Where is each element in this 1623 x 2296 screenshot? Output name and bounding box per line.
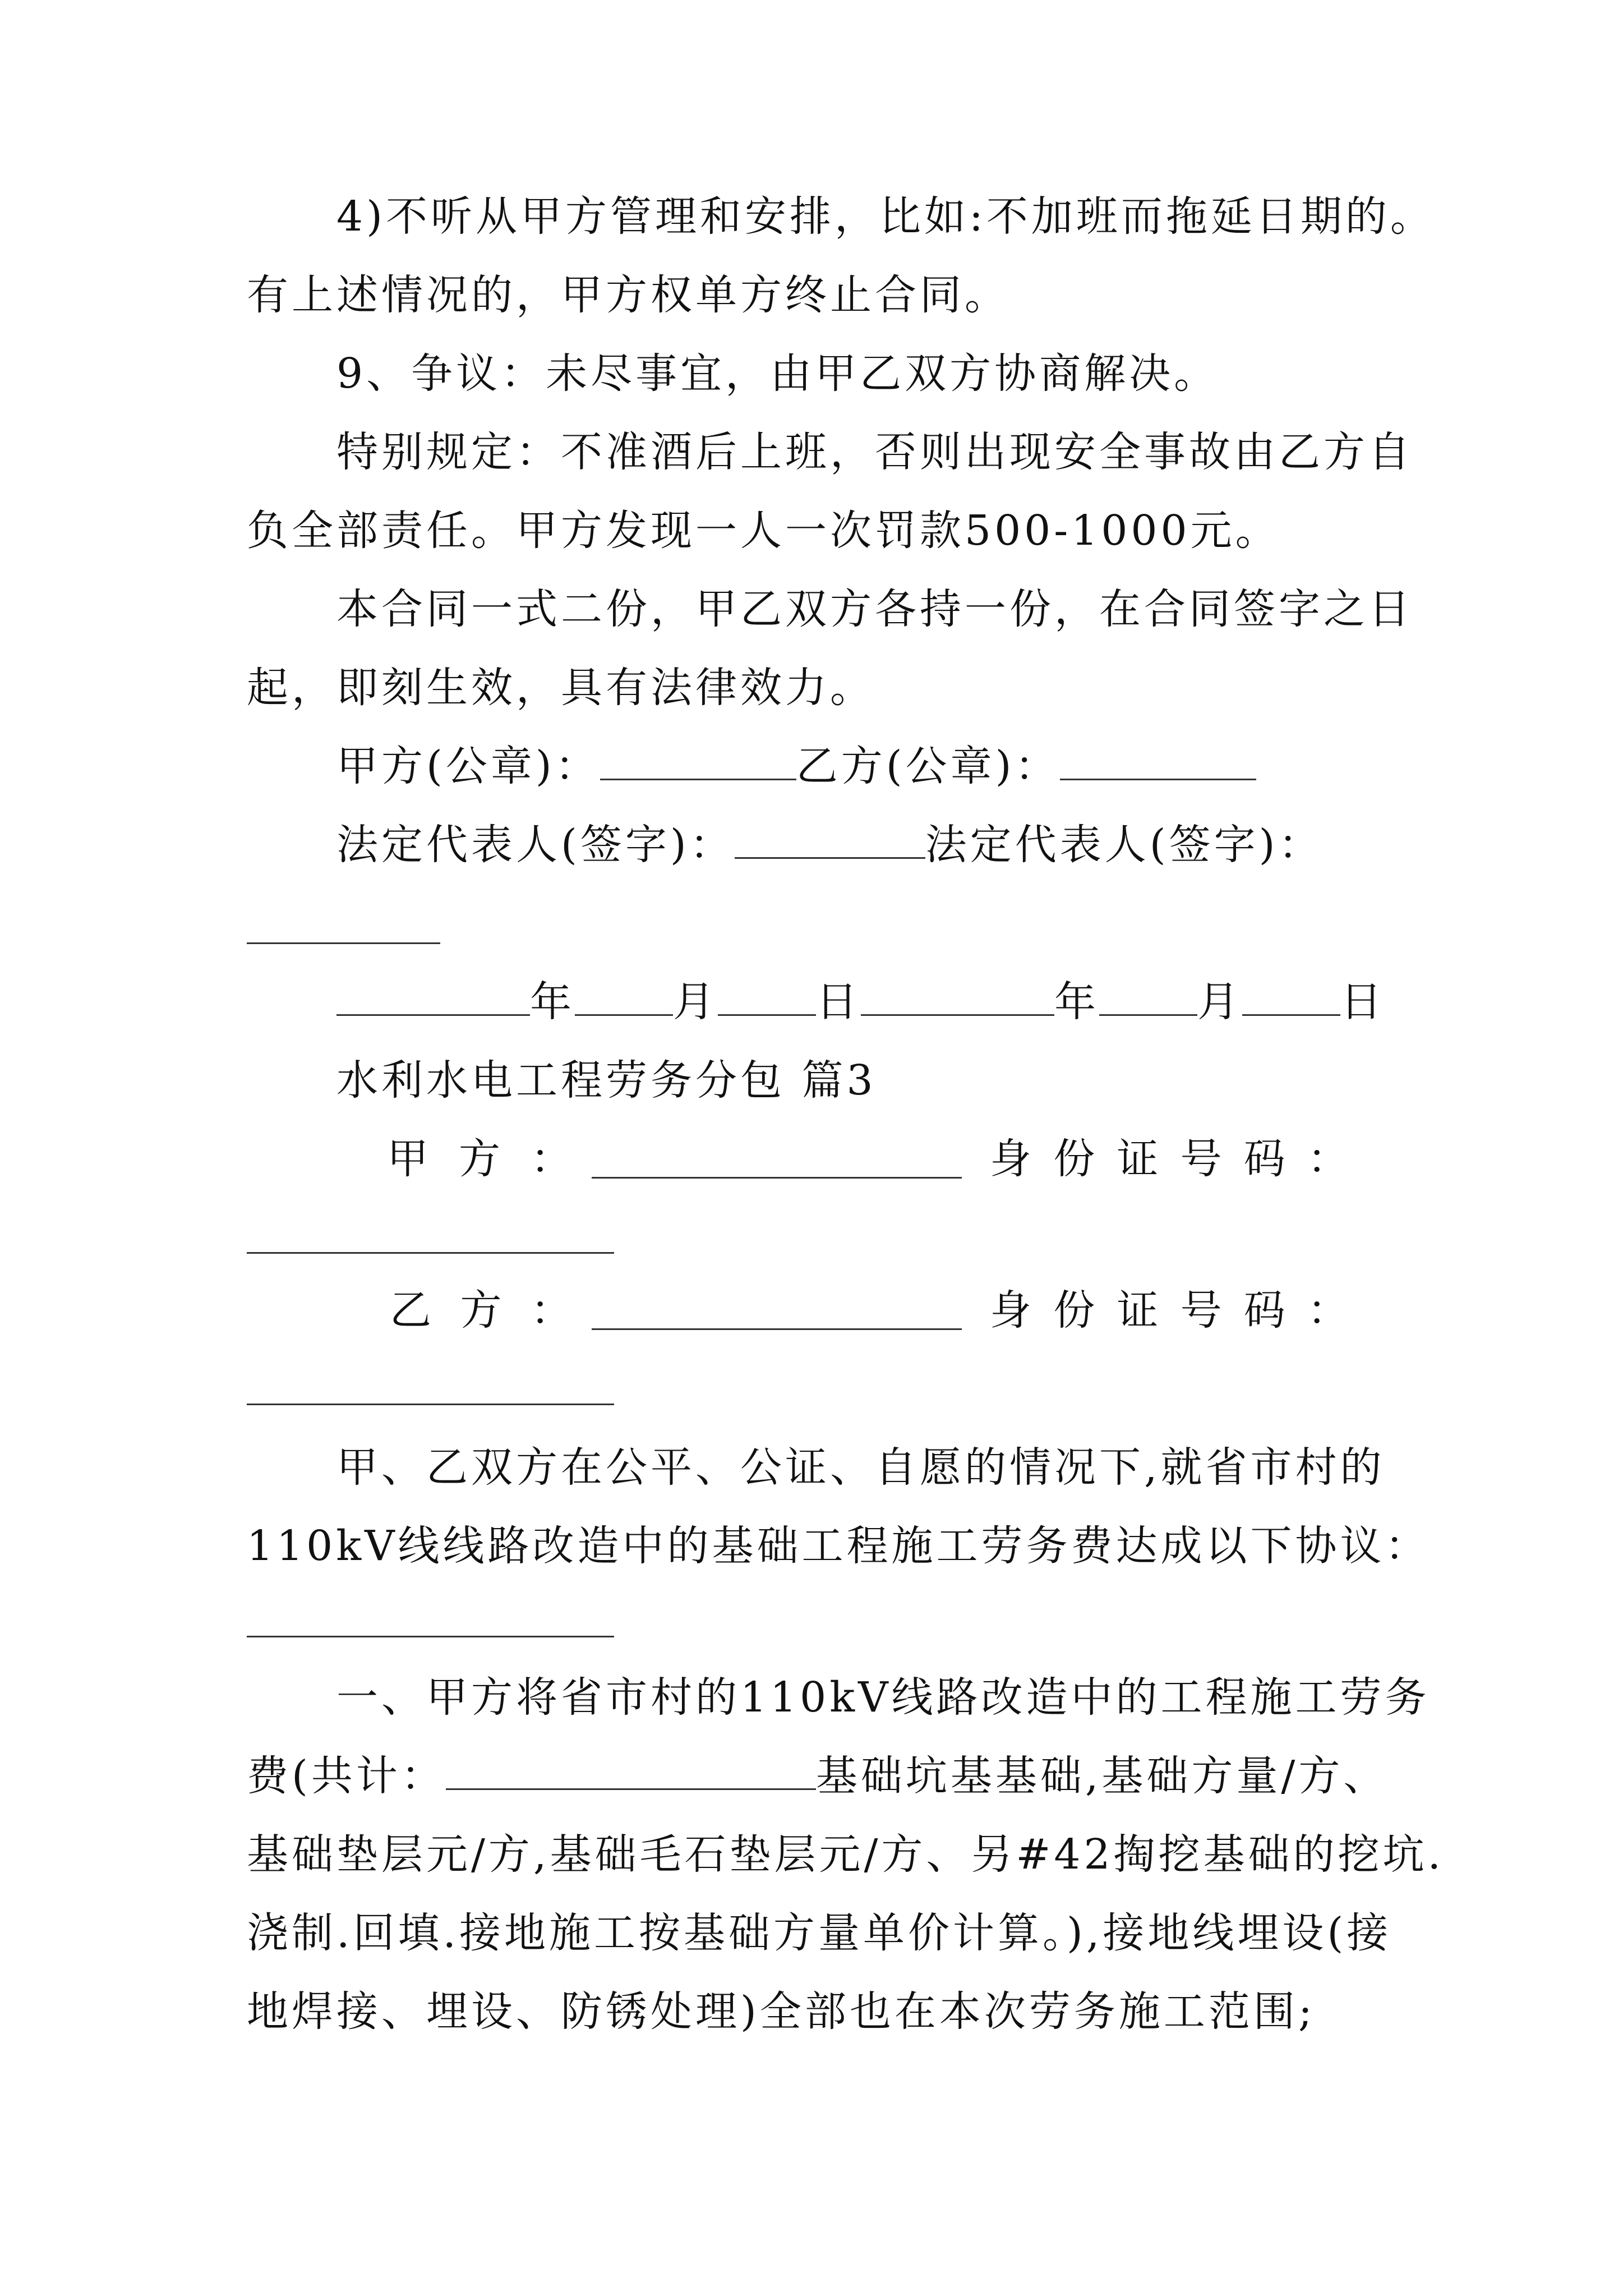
party-a-day-blank[interactable]	[718, 976, 816, 1016]
id-label-char: 份	[1053, 1135, 1095, 1183]
party-b-id-blank[interactable]	[247, 1404, 614, 1405]
text-line	[247, 1748, 1388, 1804]
text-line: 有上述情况的，甲方权单方终止合同。	[247, 271, 1009, 319]
party-b-day-blank[interactable]	[1242, 976, 1340, 1016]
copies-clause: 本合同一式二份，甲乙双方各持一份，在合同签字之日	[336, 585, 1413, 633]
party-a-label	[387, 1131, 572, 1187]
party-b-char: ：	[531, 1286, 572, 1335]
seal-line	[336, 738, 1256, 794]
id-label-char: 码	[1243, 1286, 1285, 1335]
id-label-char: 证	[1117, 1135, 1159, 1183]
year-label: 年	[1054, 978, 1099, 1026]
party-b-rep-label: 法定代表人(签字)：	[925, 821, 1324, 869]
party-b-month-blank[interactable]	[1099, 976, 1197, 1016]
text-line: 起，即刻生效，具有法律效力。	[247, 664, 875, 712]
party-a-char: 甲	[387, 1135, 428, 1183]
party-a-char: ：	[531, 1135, 572, 1183]
party-a-seal-label: 甲方(公章)：	[336, 742, 600, 790]
party-b-char: 方	[460, 1286, 502, 1335]
party-b-id-label	[990, 1282, 1349, 1338]
party-b-char: 乙	[390, 1286, 431, 1335]
text-segment: 基础坑基基础,基础方量/方、	[815, 1752, 1389, 1800]
party-a-char: 方	[459, 1135, 500, 1183]
id-label-char: 身	[990, 1135, 1031, 1183]
text-line: 负全部责任。甲方发现一人一次罚款500-1000元。	[247, 507, 1280, 555]
party-b-rep-blank[interactable]	[247, 942, 440, 944]
party-a-month-blank[interactable]	[575, 976, 673, 1016]
article-one-line: 一、甲方将省市村的110kV线路改造中的工程施工劳务	[336, 1673, 1430, 1722]
id-label-char: 证	[1117, 1286, 1159, 1335]
id-label-char: 身	[990, 1286, 1031, 1335]
id-label-char: ：	[1307, 1286, 1349, 1335]
id-label-char: 码	[1243, 1135, 1285, 1183]
special-rule-line: 特别规定：不准酒后上班，否则出现安全事故由乙方自	[336, 428, 1413, 476]
party-b-label	[390, 1282, 572, 1338]
text-line: 地焊接、埋设、防锈处理)全部也在本次劳务施工范围;	[247, 1987, 1316, 2036]
id-label-char: 份	[1053, 1286, 1095, 1335]
id-label-char: 号	[1180, 1286, 1222, 1335]
party-a-seal-blank[interactable]	[600, 740, 796, 780]
party-b-name-blank[interactable]	[592, 1328, 962, 1330]
party-a-rep-label: 法定代表人(签字)：	[336, 821, 735, 869]
day-label: 日	[816, 978, 861, 1026]
text-line: 110kV线线路改造中的基础工程施工劳务费达成以下协议：	[247, 1522, 1430, 1570]
section-title: 水利水电工程劳务分包 篇3	[336, 1056, 877, 1105]
representative-line	[336, 817, 1324, 873]
day-label: 日	[1340, 978, 1385, 1026]
date-line	[336, 974, 1385, 1030]
year-label: 年	[530, 978, 575, 1026]
text-line: 浇制.回填.接地施工按基础方量单价计算。),接地线埋设(接	[247, 1909, 1392, 1957]
party-a-id-blank[interactable]	[247, 1252, 614, 1254]
agreement-intro-line: 甲、乙双方在公平、公证、自愿的情况下,就省市村的	[336, 1443, 1385, 1492]
month-label: 月	[673, 978, 718, 1026]
party-a-name-blank[interactable]	[592, 1177, 962, 1179]
party-b-year-blank[interactable]	[861, 976, 1054, 1016]
party-b-seal-blank[interactable]	[1060, 740, 1256, 780]
id-label-char: 号	[1180, 1135, 1222, 1183]
party-b-seal-label: 乙方(公章)：	[796, 742, 1060, 790]
month-label: 月	[1197, 978, 1242, 1026]
total-label: 费(共计：	[247, 1752, 446, 1800]
text-line: 基础垫层元/方,基础毛石垫层元/方、另#42掏挖基础的挖坑.	[247, 1830, 1445, 1879]
separator-blank	[247, 1636, 614, 1637]
total-blank[interactable]	[446, 1750, 816, 1790]
party-a-year-blank[interactable]	[336, 976, 530, 1016]
dispute-clause: 9、争议：未尽事宜，由甲乙双方协商解决。	[336, 349, 1219, 398]
clause-line-4: 4)不听从甲方管理和安排，比如:不加班而拖延日期的。	[336, 192, 1435, 241]
party-a-rep-blank[interactable]	[735, 819, 925, 859]
party-a-id-label	[990, 1131, 1349, 1187]
id-label-char: ：	[1307, 1135, 1349, 1183]
